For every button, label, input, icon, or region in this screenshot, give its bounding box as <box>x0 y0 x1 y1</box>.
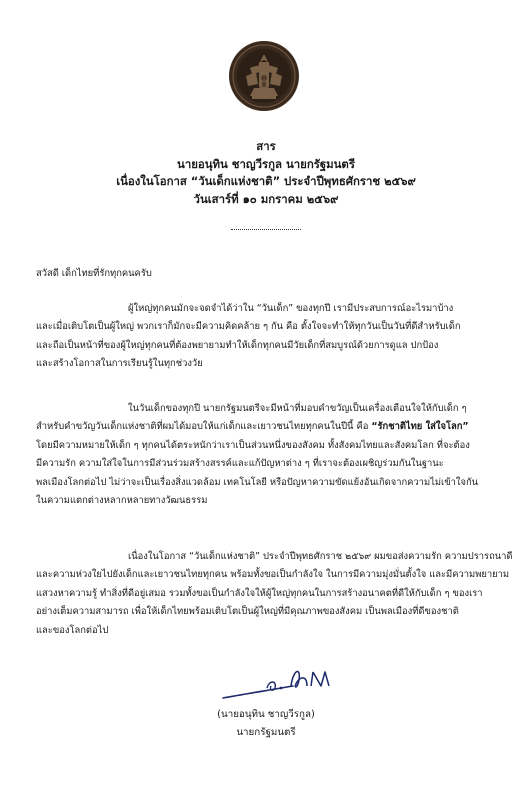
paragraph-2-line: ในความแตกต่างหลากหลายทางวัฒนธรรม <box>36 495 208 507</box>
signature-icon <box>215 658 365 706</box>
paragraph-3-line: และของโลกต่อไป <box>36 624 109 636</box>
header-occasion: เนื่องในโอกาส “วันเด็กแห่งชาติ” ประจำปีพุทธศักราช ๒๕๖๙ <box>116 174 416 188</box>
paragraph-1-line: และเมื่อเติบโตเป็นผู้ใหญ่ พวกเราก็มักจะมีความคิดคล้าย ๆ กัน คือ ตั้งใจจะทำให้ทุกวันเป็นวันที่ดีสำหรับเด็ก <box>36 321 461 333</box>
garuda-seal-icon <box>228 40 300 112</box>
paragraph-2-line <box>36 418 478 436</box>
signatory-title: นายกรัฐมนตรี <box>236 727 296 738</box>
motto-intro: สำหรับคำขวัญวันเด็กแห่งชาติที่ผมได้มอบให้แก่เด็กและเยาวชนไทยทุกคนในปีนี้ คือ <box>36 421 372 433</box>
header-date: วันเสาร์ที่ ๑๐ มกราคม ๒๕๖๙ <box>193 191 339 206</box>
paragraph-1 <box>36 300 461 374</box>
paragraph-3-line: และความห่วงใยไปยังเด็กและเยาวชนไทยทุกคน พร้อมทั้งขอเป็นกำลังใจ ในการมีความมุ่งมั่นตั้งใจ และมีความพยายาม <box>36 569 510 581</box>
header-author: นายอนุทิน ชาญวีรกูล นายกรัฐมนตรี <box>177 156 355 171</box>
greeting: สวัสดี เด็กไทยที่รักทุกคนครับ <box>36 268 152 279</box>
paragraph-3-line: เนื่องในโอกาส “วันเด็กแห่งชาติ” ประจำปีพุทธศักราช ๒๕๖๙ ผมขอส่งความรัก ความปรารถนาดี <box>128 551 513 562</box>
paragraph-2 <box>36 400 478 510</box>
header-divider <box>231 229 301 230</box>
paragraph-1-line: และถือเป็นหน้าที่ของผู้ใหญ่ทุกคนที่ต้องพยายามทำให้เด็กทุกคนมีวัยเด็กที่สมบูรณ์ด้วยการดูแล ปกป้อง <box>36 339 439 351</box>
paragraph-1-line: และสร้างโอกาสในการเรียนรู้ในทุกช่วงวัย <box>36 358 203 370</box>
paragraph-3 <box>36 548 513 640</box>
signatory-block <box>0 706 532 742</box>
paragraph-3-line: อย่างเต็มความสามารถ เพื่อให้เด็กไทยพร้อมเติบโตเป็นผู้ใหญ่ที่มีคุณภาพของสังคม เป็นพลเมืองที่ดีของชาติ <box>36 606 459 618</box>
paragraph-2-line: โดยมีความหมายให้เด็ก ๆ ทุกคนได้ตระหนักว่าเราเป็นส่วนหนึ่งของสังคม ทั้งสังคมไทยและสังคมโลก ที่จะต้อง <box>36 439 470 451</box>
signatory-name: (นายอนุทิน ชาญวีรกูล) <box>217 709 315 720</box>
header-title: สาร <box>256 139 276 153</box>
paragraph-2-line: ในวันเด็กของทุกปี นายกรัฐมนตรีจะมีหน้าที่มอบคำขวัญเป็นเครื่องเตือนใจให้กับเด็ก ๆ <box>128 403 467 414</box>
paragraph-2-line: พลเมืองโลกต่อไป ไม่ว่าจะเป็นเรื่องสิ่งแวดล้อม เทคโนโลยี หรือปัญหาความขัดแย้งอันเกิดจากความไม่เข้าใจกัน <box>36 476 479 488</box>
paragraph-3-line: แสวงหาความรู้ ทำสิ่งที่ดีอยู่เสมอ รวมทั้งขอเป็นกำลังใจให้ผู้ใหญ่ทุกคนในการสร้างอนาคตที่ดีให้กับเด็ก ๆ ของเรา <box>36 587 483 599</box>
message-header <box>0 138 532 208</box>
motto-text: “รักชาติไทย ใส่ใจโลก” <box>371 421 469 433</box>
paragraph-1-line: ผู้ใหญ่ทุกคนมักจะจดจำได้ว่าใน “วันเด็ก” ของทุกปี เรามีประสบการณ์อะไรมาบ้าง <box>128 303 454 314</box>
paragraph-2-line: มีความรัก ความใส่ใจในการมีส่วนร่วมสร้างสรรค์และแก้ปัญหาต่าง ๆ ที่เราจะต้องเผชิญร่วมกันในฐานะ <box>36 458 444 470</box>
